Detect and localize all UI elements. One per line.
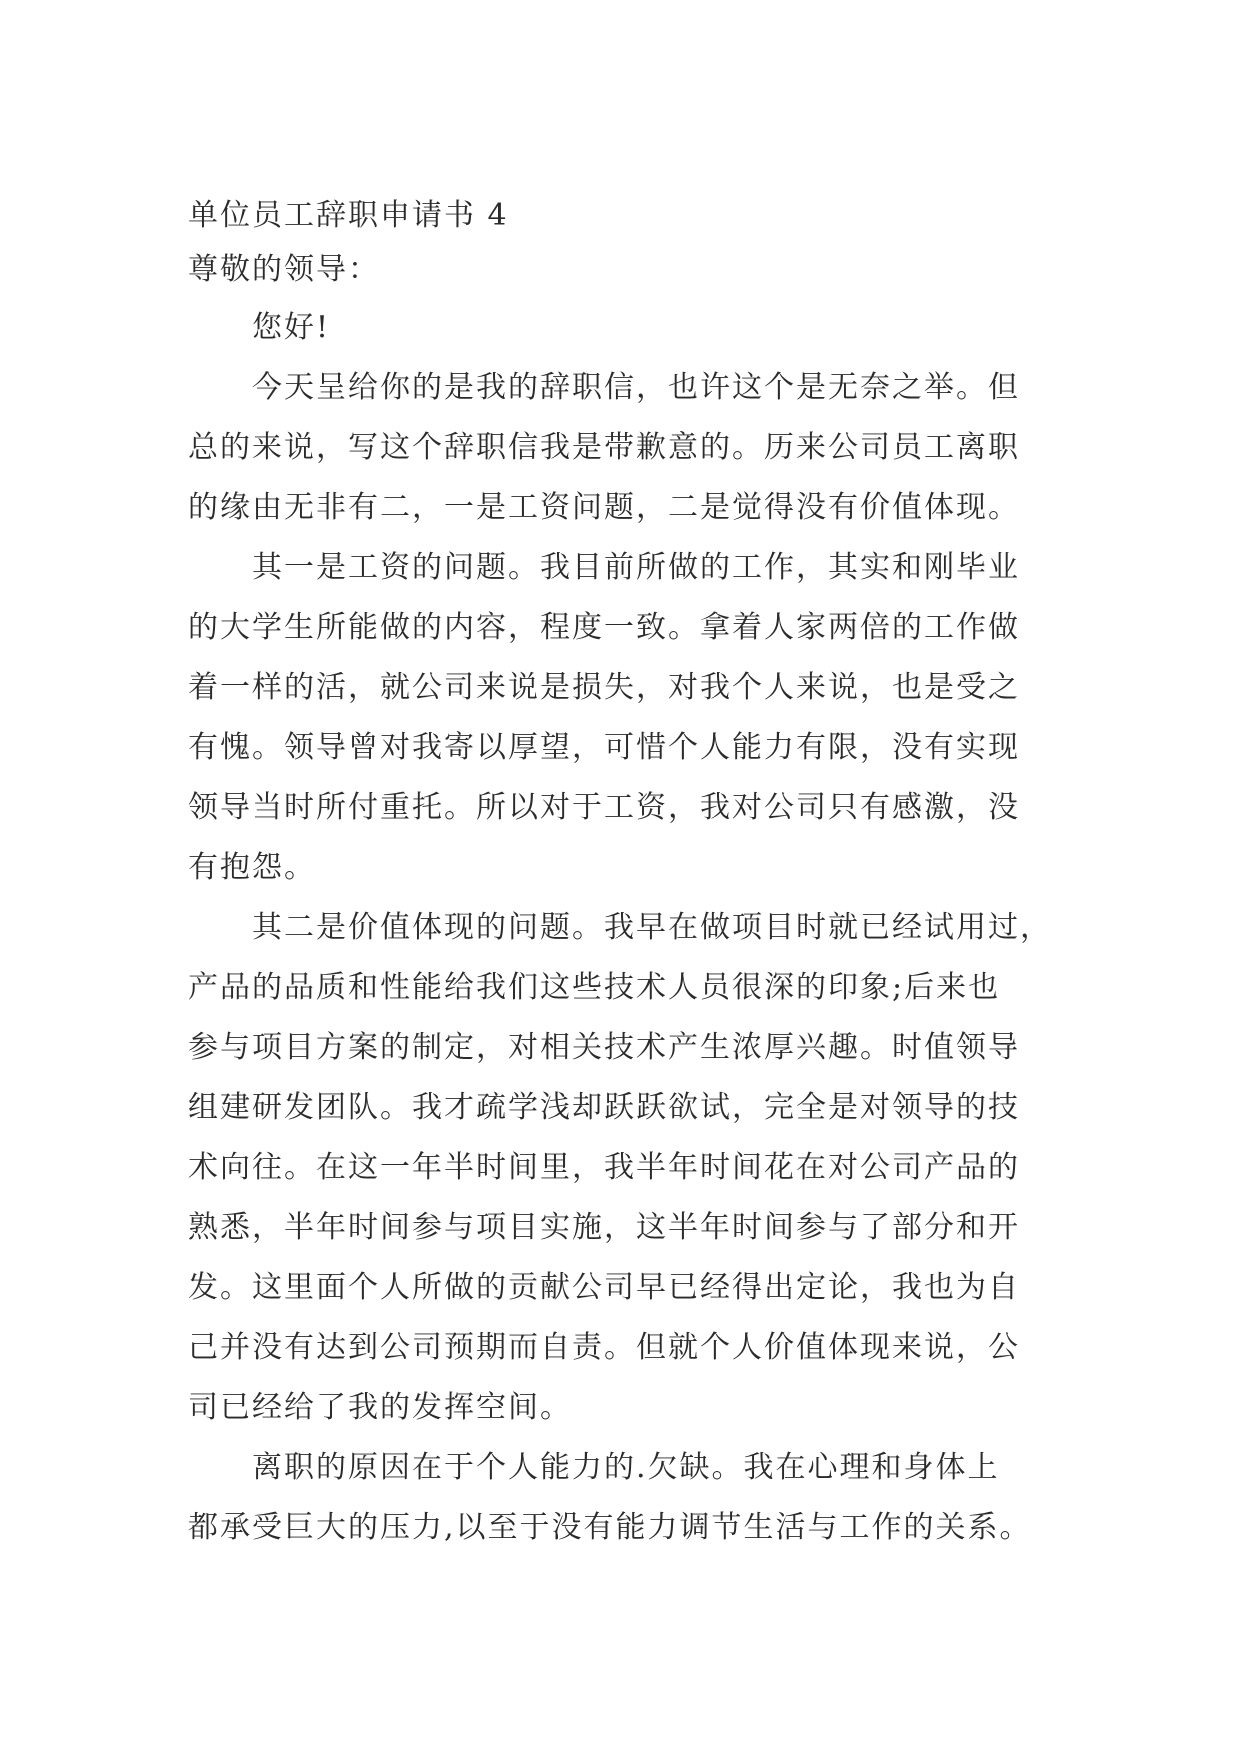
paragraph-line: 熟悉，半年时间参与项目实施，这半年时间参与了部分和开 — [188, 1210, 1020, 1245]
document-title: 单位员工辞职申请书 4 — [188, 198, 509, 233]
paragraph-line: 总的来说，写这个辞职信我是带歉意的。历来公司员工离职 — [188, 430, 1020, 465]
letter-body — [188, 190, 1068, 1558]
paragraph — [188, 1438, 1068, 1558]
paragraph-line: 司已经给了我的发挥空间。 — [188, 1390, 572, 1425]
paragraph-line: 其二是价值体现的问题。我早在做项目时就已经试用过， — [252, 910, 1052, 945]
paragraph-line: 领导当时所付重托。所以对于工资，我对公司只有感激，没 — [188, 790, 1020, 825]
paragraph-line: 的大学生所能做的内容，程度一致。拿着人家两倍的工作做 — [188, 610, 1020, 645]
paragraph-line: 有抱怨。 — [188, 850, 316, 885]
paragraph-line: 的缘由无非有二，一是工资问题，二是觉得没有价值体现。 — [188, 490, 1020, 525]
paragraph-line: 其一是工资的问题。我目前所做的工作，其实和刚毕业 — [252, 550, 1020, 585]
paragraph — [188, 898, 1068, 1438]
paragraph — [188, 358, 1068, 538]
paragraph-line: 术向往。在这一年半时间里，我半年时间花在对公司产品的 — [188, 1150, 1020, 1185]
paragraph-line: 组建研发团队。我才疏学浅却跃跃欲试，完全是对领导的技 — [188, 1090, 1020, 1125]
paragraph-line: 着一样的活，就公司来说是损失，对我个人来说，也是受之 — [188, 670, 1020, 705]
greeting: 您好! — [252, 310, 331, 345]
paragraph-line: 有愧。领导曾对我寄以厚望，可惜个人能力有限，没有实现 — [188, 730, 1020, 765]
paragraph-line: 今天呈给你的是我的辞职信，也许这个是无奈之举。但 — [252, 370, 1020, 405]
paragraph-line: 都承受巨大的压力,以至于没有能力调节生活与工作的关系。 — [188, 1510, 1032, 1545]
paragraph-line: 参与项目方案的制定，对相关技术产生浓厚兴趣。时值领导 — [188, 1030, 1020, 1065]
paragraph-line: 离职的原因在于个人能力的.欠缺。我在心理和身体上 — [252, 1450, 1000, 1485]
paragraph — [188, 538, 1068, 898]
paragraph-line: 产品的品质和性能给我们这些技术人员很深的印象;后来也 — [188, 970, 1001, 1005]
paragraph-line: 发。这里面个人所做的贡献公司早已经得出定论，我也为自 — [188, 1270, 1020, 1305]
paragraph-line: 己并没有达到公司预期而自责。但就个人价值体现来说，公 — [188, 1330, 1020, 1365]
salutation: 尊敬的领导： — [188, 252, 380, 287]
